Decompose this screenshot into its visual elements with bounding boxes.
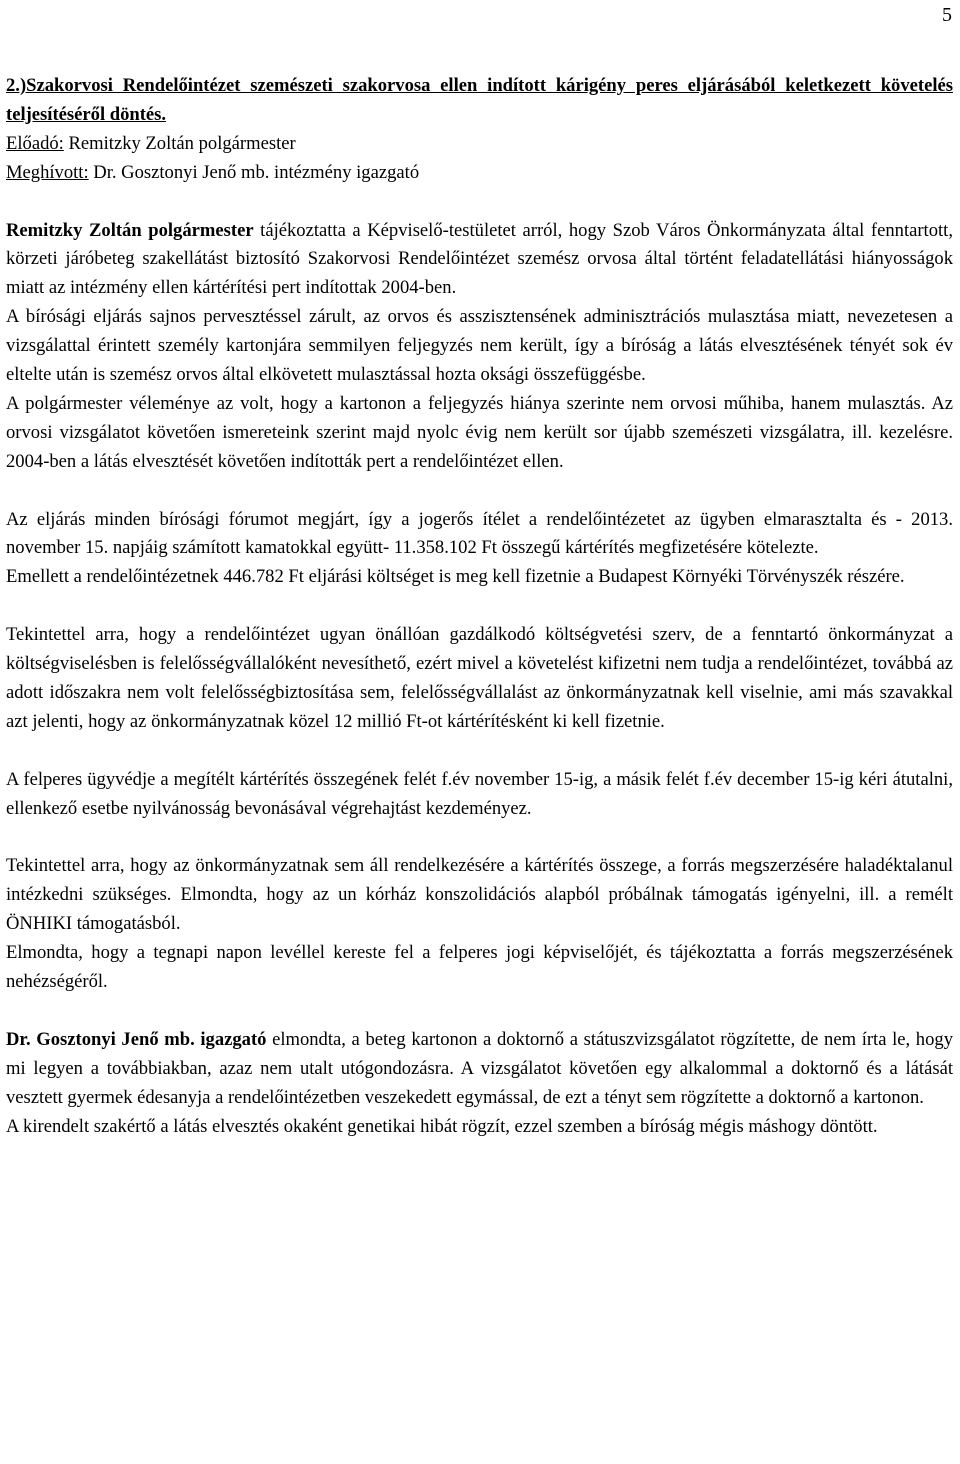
paragraph-2: A bírósági eljárás sajnos pervesztéssel zárult, az orvos és asszisztensének adminisztrációs mulasztása miatt, nevezetesen a vizsgálattal érintett személy kartonjára semmilyen feljegyzés nem került, így a bíróság a látás elvesztésének tényét sok év eltelte után is szemész orvos által elkövetett mulasztással hozta oksági összefüggésbe. [6,306,953,386]
spacer [6,592,953,621]
paragraph-4: Az eljárás minden bírósági fórumot megjárt, így a jogerős ítélet a rendelőintézetet az ügyben elmarasztalta és - 2013. november 15. napjáig számított kamatokkal együtt- 11.358.102 Ft összegű kártérítés megfizetésére kötelezte. [6,508,953,559]
speaker-director: Dr. Gosztonyi Jenő mb. igazgató [6,1028,267,1050]
presenter-name: Remitzky Zoltán polgármester [63,132,296,154]
spacer [6,737,953,766]
invitee-name: Dr. Gosztonyi Jenő mb. intézmény igazgató [88,161,420,183]
paragraph-6: Tekintettel arra, hogy a rendelőintézet ugyan önállóan gazdálkodó költségvetési szerv, de a fenntartó önkormányzat a költségviselésben is felelősségvállalóként nevesíthető, ezért mivel a követelést kifizetni nem tudja a rendelőintézet, továbbá az adott időszakra nem volt felelősségbiztosítása sem, felelősségvállalást az önkormányzatnak kell viselnie, ami más szavakkal azt jelenti, hogy az önkormányzatnak közel 12 millió Ft-ot kártérítésként ki kell fizetnie. [6,624,953,732]
document-body [6,72,953,1141]
paragraph-7: A felperes ügyvédje a megítélt kártérítés összegének felét f.év november 15-ig, a másik felét f.év december 15-ig kéri átutalni, ellenkező esetbe nyilvánosság bevonásával végrehajtást kezdeményez. [6,768,953,819]
paragraph-5: Emellett a rendelőintézetnek 446.782 Ft eljárási költséget is meg kell fizetnie a Budapest Környéki Törvényszék részére. [6,566,905,588]
spacer [6,188,953,217]
page-number: 5 [942,4,952,26]
paragraph-10-text: elmondta, a beteg kartonon a doktornő a státuszvizsgálatot rögzítette, de nem írta le, hogy mi legyen a továbbiakban, azaz nem utalt utógondozásra. A vizsgálatot követően egy alkalommal a doktornő és a látását vesztett gyermek édesanyja a rendelőintézetben veszekedett egymással, de ezt a tényt sem rögzítette a doktornő a kartonon. [6,1028,953,1108]
presenter-label: Előadó: [6,132,64,154]
agenda-item-heading: 2.)Szakorvosi Rendelőintézet szemészeti szakorvosa ellen indított kárigény peres eljárásából keletkezett követelés teljesítéséről döntés. [6,75,953,125]
paragraph-9: Elmondta, hogy a tegnapi napon levéllel kereste fel a felperes jogi képviselőjét, és tájékoztatta a forrás megszerzésének nehézségéről. [6,942,953,993]
paragraph-3: A polgármester véleménye az volt, hogy a kartonon a feljegyzés hiánya szerinte nem orvosi műhiba, hanem mulasztás. Az orvosi vizsgálatot követően ismereteink szerint majd nyolc évig nem került sor újabb szemészeti vizsgálatra, ill. kezelésre. 2004-ben a látás elvesztését követően indították pert a rendelőintézet ellen. [6,392,953,472]
paragraph-1-text: tájékoztatta a Képviselő-testületet arról, hogy Szob Város Önkormányzata által fenntartott, körzeti járóbeteg szakellátást biztosító Szakorvosi Rendelőintézet szemész orvosa által történt feladatellátási hiányosságok miatt az intézmény ellen kártérítési pert indítottak 2004-ben. [6,219,953,299]
speaker-mayor: Remitzky Zoltán polgármester [6,219,254,241]
presenter-line [6,130,953,159]
paragraph-1 [6,217,953,304]
paragraph-11: A kirendelt szakértő a látás elvesztés okaként genetikai hibát rögzít, ezzel szemben a bíróság mégis máshogy döntött. [6,1115,878,1137]
invitee-line [6,159,953,188]
spacer [6,477,953,506]
spacer [6,997,953,1026]
spacer [6,824,953,853]
paragraph-8: Tekintettel arra, hogy az önkormányzatnak sem áll rendelkezésére a kártérítés összege, a forrás megszerzésére haladéktalanul intézkedni szükséges. Elmondta, hogy az un kórház konszolidációs alapból próbálnak támogatás igényelni, ill. a remélt ÖNHIKI támogatásból. [6,855,953,935]
invitee-label: Meghívott: [6,161,89,183]
paragraph-10 [6,1026,953,1113]
